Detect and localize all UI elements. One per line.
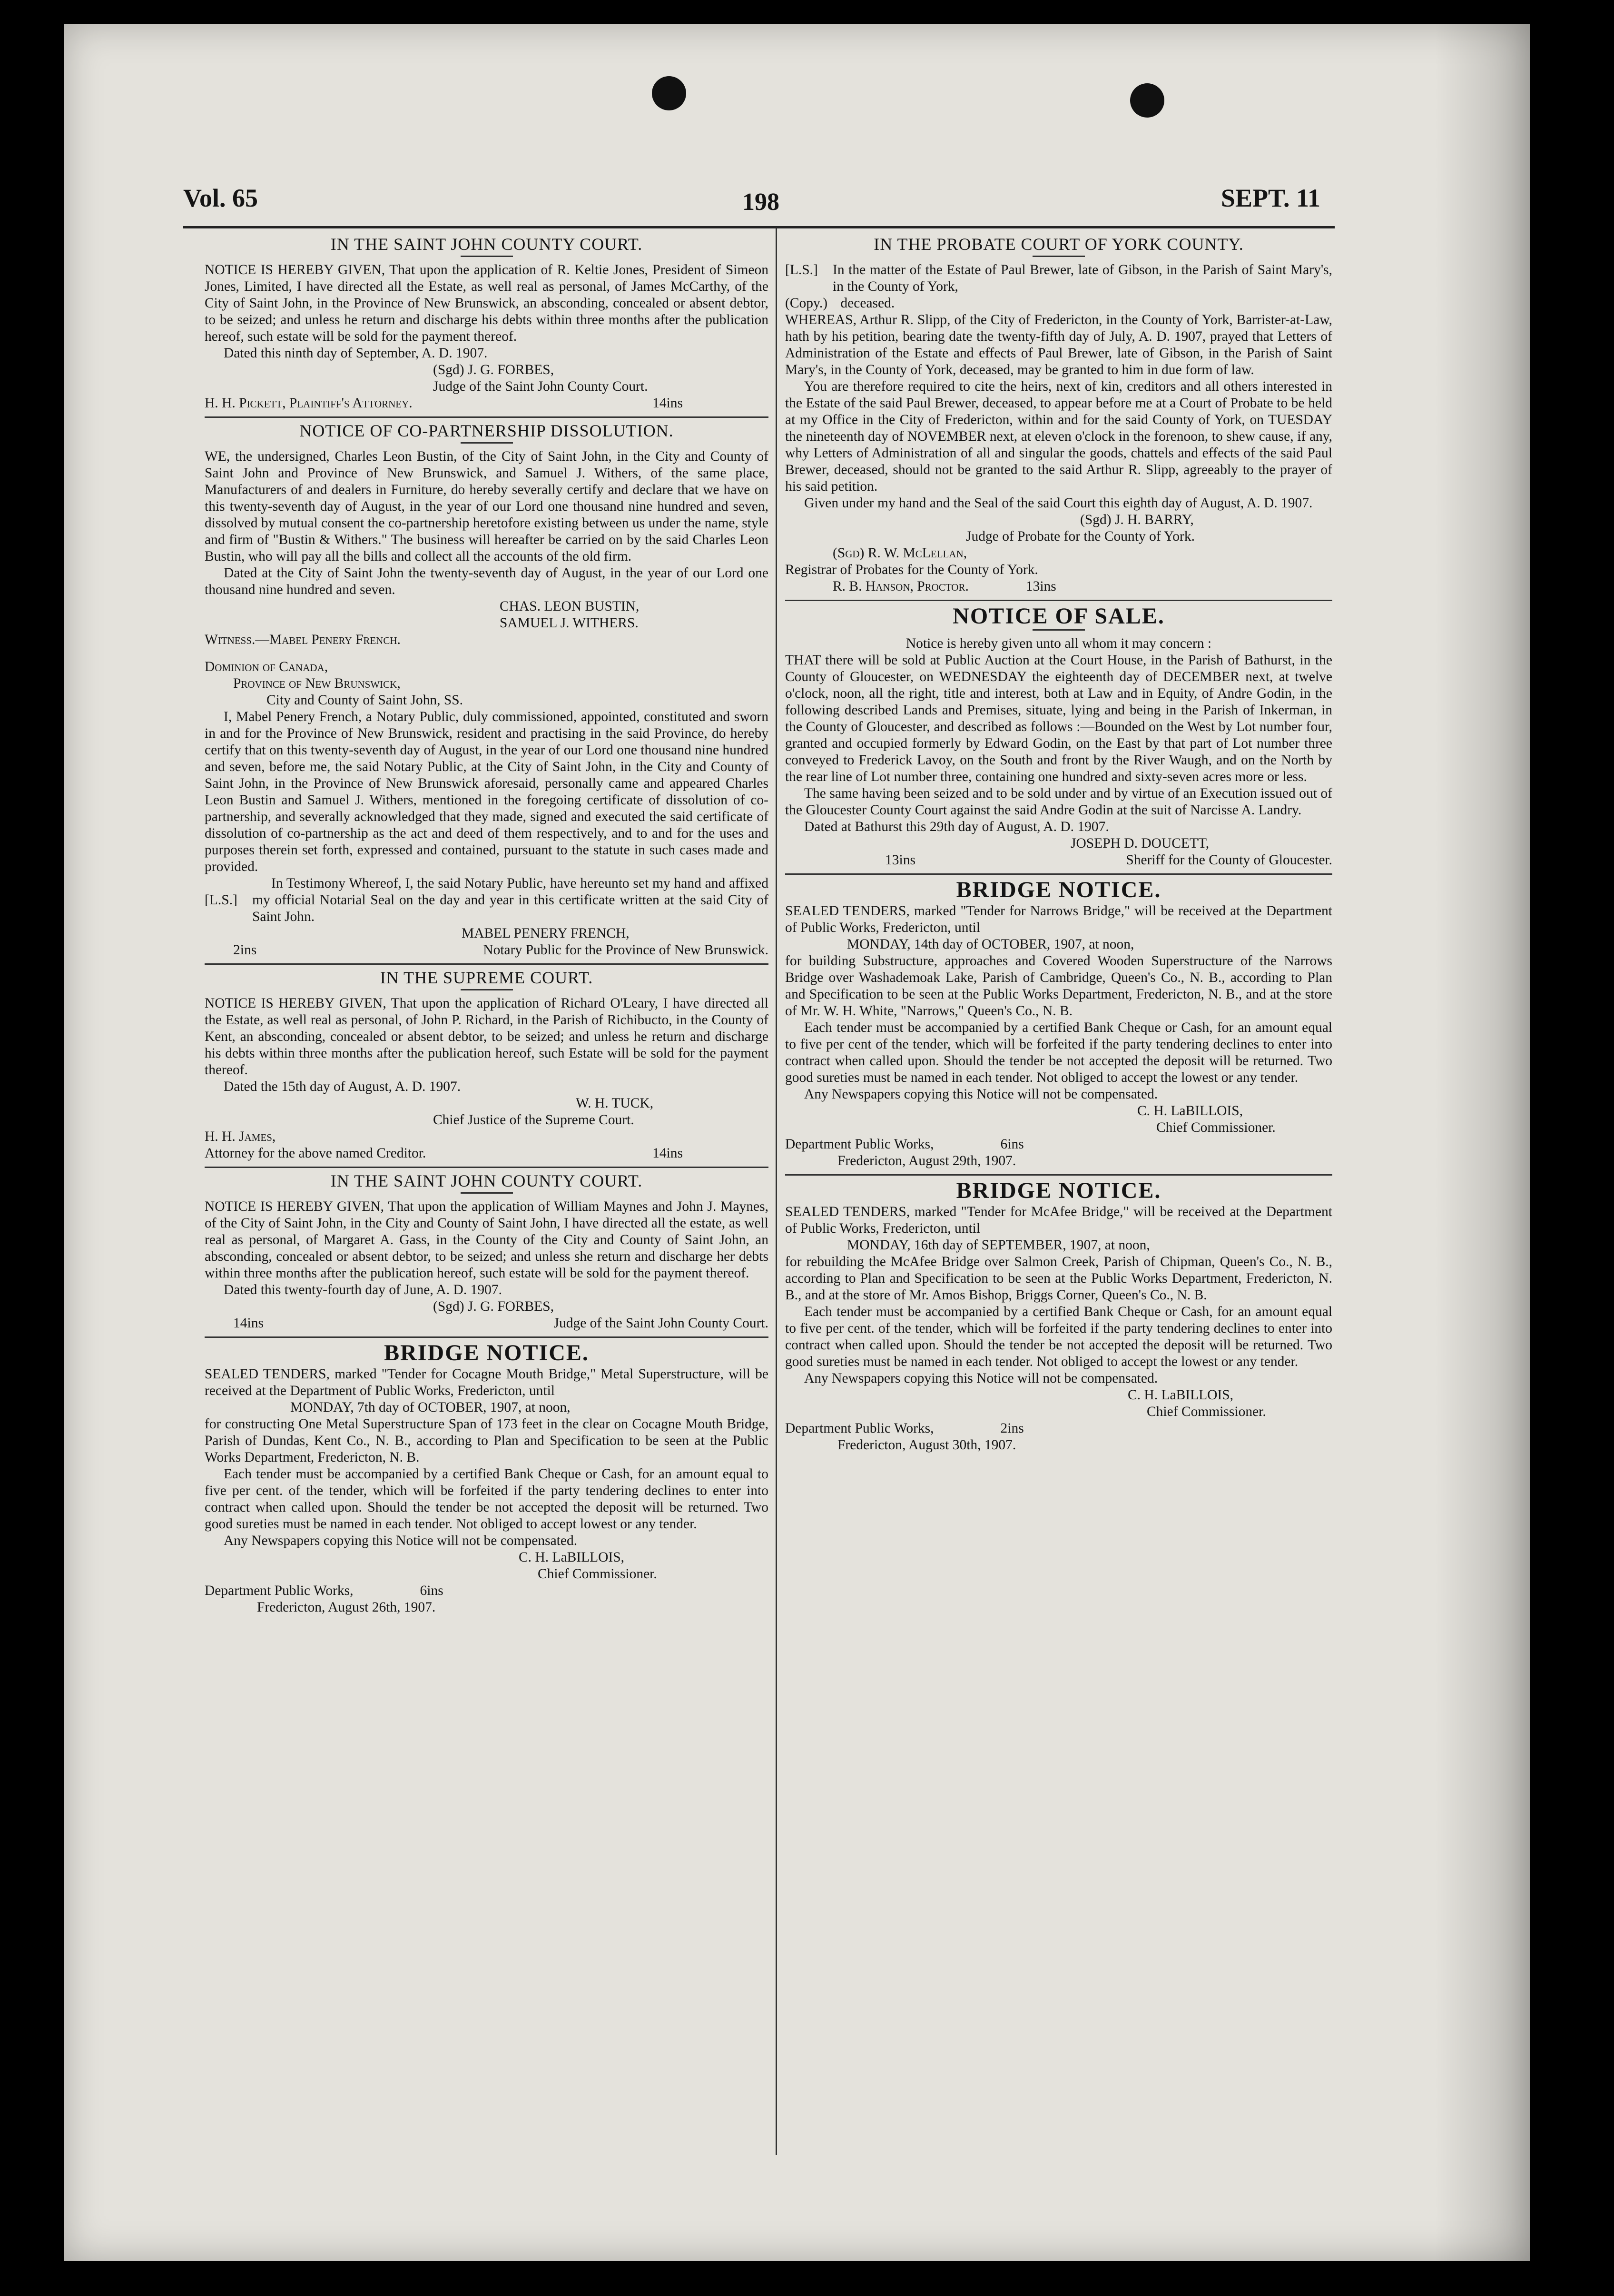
tender-work: for rebuilding the McAfee Bridge over Salmon Creek, Parish of Chipman, Queen's Co., N. B., according to Plan and Specification to be seen at the Public Works Department, Fredericton, N. B., and at the store of Mr. Amos Bishop, Briggs Corner, Queen's Co., N. B. [785, 1254, 1332, 1303]
notice-separator [205, 1336, 768, 1338]
insertions: 2ins [1000, 1421, 1024, 1436]
signature-title: Chief Commissioner. [1156, 1120, 1276, 1135]
place-date: Fredericton, August 30th, 1907. [837, 1437, 1016, 1453]
notice-body: WE, the undersigned, Charles Leon Bustin, of the City of Saint John, in the City and County of Saint John and Province of New Brunswick, and Samuel J. Withers, of the same place, Manufacturers of and dealers in Furniture, do hereby severally certify and declare that we have on this twenty-seventh day of August, in the year of our Lord one thousand nine hundred and seven, dissolved by mutual consent the co-partnership heretofore existing between us under the name, style and firm of "Bustin & Withers." The business will hereafter be carried on by the said Charles Leon Bustin, who will pay all the bills and collect all the accounts of the old firm. [205, 449, 768, 564]
jurisdiction-line: Province of New Brunswick, [233, 676, 401, 691]
insertions: 13ins [885, 852, 915, 868]
notice-separator [205, 416, 768, 418]
registrar: Registrar of Probates for the County of York. [785, 562, 1038, 577]
tender-conditions: Each tender must be accompanied by a certified Bank Cheque or Cash, for an amount equal to five per cent. of the tender, which will be forfeited if the party tendering declines to enter into contract when called upon. Should the tender be not accepted the deposit will be returned. Two good sureties must be named in each tender. Not obliged to accept the lowest or any tender. [785, 1304, 1332, 1369]
title-rule [461, 442, 513, 444]
notice-probate-york [785, 236, 1332, 595]
insertions: 2ins [233, 942, 257, 958]
tender-intro: SEALED TENDERS, marked "Tender for Cocagne Mouth Bridge," Metal Superstructure, will be received at the Department of Public Works, Fredericton, until [205, 1366, 768, 1398]
jurisdiction-line: City and County of Saint John, SS. [266, 693, 463, 708]
insertions: 14ins [652, 1146, 683, 1161]
department: Department Public Works, [205, 1583, 354, 1598]
insertions: 6ins [1000, 1137, 1024, 1152]
whereas-clause: WHEREAS, Arthur R. Slipp, of the City of Fredericton, in the County of York, Barrister-at-Law, hath by his petition, bearing date the twenty-fifth day of July, A. D. 1907, prayed that Letters of Administration of the Estate and effects of Paul Brewer, late of Gibson, in the Parish of Saint Mary's, in the County of York, deceased, may be granted to him in due form of law. [785, 312, 1332, 377]
signature: (Sgd) J. G. FORBES, [433, 1299, 554, 1314]
signature-title: Chief Commissioner. [1147, 1404, 1266, 1419]
notice-bridge-cocagne [205, 1340, 768, 1616]
insertions: 14ins [233, 1316, 264, 1331]
notice-dated: Dated at Bathurst this 29th day of August, A. D. 1907. [804, 819, 1109, 834]
notice-dated: Dated the 15th day of August, A. D. 1907. [224, 1079, 461, 1094]
tender-deadline: MONDAY, 16th day of SEPTEMBER, 1907, at noon, [847, 1237, 1150, 1253]
notice-separator [205, 963, 768, 965]
notice-dated: Dated at the City of Saint John the twenty-seventh day of August, in the year of our Lord one thousand nine hundred and seven. [205, 565, 768, 597]
page-header [183, 183, 1320, 221]
signature: (Sgd) J. G. FORBES, [433, 362, 554, 377]
notice-bridge-narrows [785, 877, 1332, 1169]
attorney: H. H. Pickett, Plaintiff's Attorney. [205, 396, 413, 411]
tender-deadline: MONDAY, 14th day of OCTOBER, 1907, at noon, [847, 937, 1134, 952]
notice-separator [785, 600, 1332, 601]
estate-matter: In the matter of the Estate of Paul Brewer, late of Gibson, in the Parish of Saint Mary's, in the County of York, [833, 262, 1332, 294]
notice-body: NOTICE IS HEREBY GIVEN, That upon the application of R. Keltie Jones, President of Simeon Jones, Limited, I have directed all the Estate, as well real as personal, of James McCarthy, of the City of Saint John, in the Province of New Brunswick, an absconding, concealed or absent debtor, to be seized; and unless he return and discharge his debts within three months after the publication hereof, such estate will be sold for the payment thereof. [205, 262, 768, 344]
tender-conditions: Each tender must be accompanied by a certified Bank Cheque or Cash, for an amount equal to five per cent. of the tender, which will be forfeited if the party tendering declines to enter into contract when called upon. Should the tender be not accepted the deposit will be returned. Two good sureties must be named in each tender. Not obliged to accept lowest or any tender. [205, 1466, 768, 1532]
attorney-role: Attorney for the above named Creditor. [205, 1146, 426, 1161]
department: Department Public Works, [785, 1421, 934, 1436]
column-rule [776, 228, 777, 2155]
citation: You are therefore required to cite the heirs, next of kin, creditors and all others interested in the Estate of the said Paul Brewer, deceased, to appear before me at a Court of Probate to be held at my Office in the City of Fredericton, within and for the said County of York, on TUESDAY the nineteenth day of NOVEMBER next, at eleven o'clock in the forenoon, to shew cause, if any, why Letters of Administration of all and singular the goods, chattels and effects of the said Paul Brewer, deceased, should not be granted to the said Arthur R. Slipp, agreeably to the prayer of his said petition. [785, 379, 1332, 494]
signature: JOSEPH D. DOUCETT, [1071, 836, 1210, 851]
title-rule [1033, 629, 1085, 631]
signature: (Sgd) J. H. BARRY, [1080, 512, 1194, 527]
sale-intro: Notice is hereby given unto all whom it may concern : [905, 636, 1212, 651]
notary-title: Notary Public for the Province of New Brunswick. [483, 942, 768, 958]
notice-title: IN THE SAINT JOHN COUNTY COURT. [330, 1171, 643, 1190]
notice-separator [205, 1167, 768, 1168]
header-rule [183, 226, 1335, 228]
department: Department Public Works, [785, 1137, 934, 1152]
tender-conditions: Each tender must be accompanied by a certified Bank Cheque or Cash, for an amount equal to five per cent of the tender, which will be forfeited if the party tendering declines to enter into contract when called upon. Should the tender be not accepted the deposit will be returned. Two good sureties must be named in each tender. Not obliged to accept the lowest or any tender. [785, 1020, 1332, 1085]
tender-work: for constructing One Metal Superstructure Span of 173 feet in the clear on Cocagne Mouth Bridge, Parish of Dundas, Kent Co., N. B., according to Plan and Specification to be seen at the Public Works Department, Fredericton, N. B. [205, 1416, 768, 1465]
punch-hole [652, 76, 686, 110]
notice-saint-john-county-court-2 [205, 1173, 768, 1332]
notice-bridge-mcafee [785, 1178, 1332, 1454]
signature: SAMUEL J. WITHERS. [500, 615, 639, 631]
notice-separator [785, 1174, 1332, 1176]
signature-title: Judge of the Saint John County Court. [553, 1316, 768, 1331]
notice-title: NOTICE OF SALE. [953, 604, 1165, 629]
title-rule [461, 989, 513, 990]
title-rule [461, 1192, 513, 1194]
notice-body: NOTICE IS HEREBY GIVEN, That upon the application of William Maynes and John J. Maynes, of the City of Saint John, in the City and County of Saint John, I have directed all the estate, as well real as personal, of Margaret A. Gass, in the County of the City and County of Saint John, an absconding, concealed or absent debtor, to be seized; and unless she return and discharge her debts within three months after the publication hereof, such estate will be sold for the payment thereof. [205, 1199, 768, 1281]
tender-deadline: MONDAY, 7th day of OCTOBER, 1907, at noon, [290, 1400, 571, 1415]
notice-separator [785, 873, 1332, 875]
newspapers-notice: Any Newspapers copying this Notice will not be compensated. [804, 1371, 1158, 1386]
attorney: H. H. James, [205, 1129, 276, 1144]
newspapers-notice: Any Newspapers copying this Notice will not be compensated. [224, 1533, 578, 1548]
signature: CHAS. LEON BUSTIN, [500, 599, 640, 614]
title-rule [1033, 256, 1085, 257]
page-fold-shadow [1435, 24, 1530, 2261]
title-rule [461, 256, 513, 257]
signature-title: Judge of the Saint John County Court. [433, 379, 648, 394]
place-date: Fredericton, August 29th, 1907. [837, 1153, 1016, 1168]
signature: (Sgd) R. W. McLellan, [833, 545, 967, 561]
testimony: In Testimony Whereof, I, the said Notary Public, have hereunto set my hand and affixed my official Notarial Seal on the day and year in this certificate written at the said City of Saint John. [252, 876, 768, 924]
notice-title: IN THE SUPREME COURT. [380, 968, 593, 987]
notice-title: BRIDGE NOTICE. [956, 877, 1161, 902]
signature-title: Chief Justice of the Supreme Court. [433, 1112, 634, 1128]
signature-title: Sheriff for the County of Gloucester. [1126, 852, 1332, 868]
place-date: Fredericton, August 26th, 1907. [257, 1600, 436, 1615]
insertions: 6ins [420, 1583, 443, 1598]
page-number: 198 [742, 188, 779, 216]
jurisdiction-line: Dominion of Canada, [205, 659, 328, 674]
proctor: R. B. Hanson, Proctor. [833, 579, 969, 594]
sale-execution: The same having been seized and to be sold under and by virtue of an Execution issued out of the Gloucester County Court against the said Andre Godin at the suit of Narcisse A. Landry. [785, 786, 1332, 818]
tender-intro: SEALED TENDERS, marked "Tender for McAfee Bridge," will be received at the Department of Public Works, Fredericton, until [785, 1204, 1332, 1236]
sale-body: THAT there will be sold at Public Auction at the Court House, in the Parish of Bathurst, in the County of Gloucester, on WEDNESDAY the eighteenth day of DECEMBER next, at twelve o'clock, noon, all the right, title and interest, both at Law and in Equity, of Andre Godin, in the following described Lands and Premises, situate, lying and being in the Parish of Inkerman, in the County of Gloucester, and described as follows :—Bounded on the West by Lot number four, granted and occupied formerly by Edward Godin, on the East by that part of Lot number three conveyed to Frederick Lavoy, on the South and front by the River Waugh, and on the North by the rear line of Lot number three, containing one hundred and sixty-seven acres more or less. [785, 653, 1332, 784]
notice-title: BRIDGE NOTICE. [384, 1340, 589, 1366]
notice-dated: Dated this ninth day of September, A. D. 1907. [224, 346, 488, 361]
seal-mark: [L.S.] [205, 892, 237, 908]
notice-saint-john-county-court-1 [205, 236, 768, 412]
insertions: 14ins [652, 396, 683, 411]
copy-mark: (Copy.) [785, 296, 828, 311]
punch-hole [1130, 83, 1164, 118]
tender-intro: SEALED TENDERS, marked "Tender for Narrows Bridge," will be received at the Department of Public Works, Fredericton, until [785, 903, 1332, 935]
notice-copartnership-dissolution [205, 423, 768, 959]
notice-dated: Dated this twenty-fourth day of June, A. D. 1907. [224, 1282, 502, 1297]
signature: C. H. LaBILLOIS, [1137, 1103, 1243, 1118]
signature: C. H. LaBILLOIS, [519, 1550, 625, 1565]
notice-body: NOTICE IS HEREBY GIVEN, That upon the application of Richard O'Leary, I have directed all the Estate, as well real as personal, of John P. Richard, in the Parish of Richibucto, in the County of Kent, an absconding, concealed or absent debtor, to be seized; and unless he return and discharge his debts within three months after the publication hereof, such Estate will be sold for the payment thereof. [205, 996, 768, 1078]
notice-title: BRIDGE NOTICE. [956, 1178, 1161, 1203]
notice-title: IN THE SAINT JOHN COUNTY COURT. [330, 235, 643, 254]
notary-certificate: I, Mabel Penery French, a Notary Public, duly commissioned, appointed, constituted and sworn in and for the Province of New Brunswick, resident and practising in the said Province, do hereby certify that on this twenty-seventh day of August, in the year of our Lord one thousand nine hundred and seven, before me, the said Notary Public, at the City of Saint John, in the City and County of Saint John, in the Province of New Brunswick aforesaid, personally came and appeared Charles Leon Bustin and Samuel J. Withers, mentioned in the foregoing certificate of dissolution of co-partnership, and severally acknowledged that they made, signed and executed the said certificate of dissolution of co-partnership as the act and deed of them respectively, and to and for the uses and purposes therein set forth, expressed and contained, pursuant to the statute in such cases made and provided. [205, 709, 768, 874]
right-column [785, 233, 1332, 2229]
notice-title: NOTICE OF CO-PARTNERSHIP DISSOLUTION. [299, 421, 674, 440]
notice-title: IN THE PROBATE COURT OF YORK COUNTY. [874, 235, 1244, 254]
signature-title: Chief Commissioner. [538, 1566, 657, 1582]
left-column [205, 233, 768, 2229]
insertions: 13ins [1025, 579, 1056, 594]
issue-date: SEPT. 11 [1220, 184, 1320, 212]
notice-supreme-court [205, 970, 768, 1162]
notice-of-sale [785, 604, 1332, 869]
seal-mark: [L.S.] [785, 262, 818, 277]
given-clause: Given under my hand and the Seal of the said Court this eighth day of August, A. D. 1907. [804, 495, 1313, 511]
witness: Witness.—Mabel Penery French. [205, 632, 401, 647]
signature-title: Judge of Probate for the County of York. [966, 529, 1195, 544]
signature: C. H. LaBILLOIS, [1128, 1387, 1234, 1403]
signature: W. H. TUCK, [576, 1096, 654, 1111]
newspapers-notice: Any Newspapers copying this Notice will not be compensated. [804, 1087, 1158, 1102]
volume-label: Vol. 65 [183, 184, 258, 212]
tender-work: for building Substructure, approaches and Covered Wooden Superstructure of the Narrows Bridge over Washademoak Lake, Parish of Cambridge, Queen's Co., N. B., according to Plan and Specification to be seen at the Public Works Department, Fredericton, N. B., and at the store of Mr. W. H. White, "Narrows," Queen's Co., N. B. [785, 953, 1332, 1019]
deceased-label: deceased. [840, 296, 895, 311]
notary-signature: MABEL PENERY FRENCH, [462, 926, 630, 941]
